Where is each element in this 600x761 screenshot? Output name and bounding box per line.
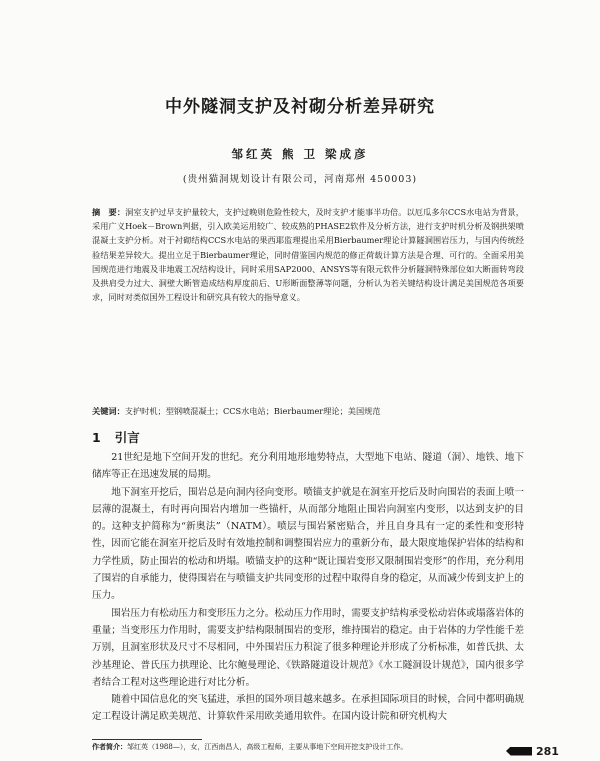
section-title: 引言 — [114, 430, 140, 445]
author-list: 邹红英 熊 卫 梁成彦 — [231, 147, 369, 161]
footnote — [92, 742, 492, 752]
keywords-text: 支护时机；型钢喷混凝土；CCS水电站；Bierbaumer理论；美国规范 — [124, 406, 381, 416]
keywords-block — [92, 404, 524, 418]
section-heading — [92, 428, 140, 446]
body-paragraph: 随着中国信息化的突飞猛进，承担的国外项目越来越多。在承担国际项目的时候，合同中都明确规定工程设计满足欧美规范、计算软件采用欧美通用软件。在国内设计院和研究机构大 — [92, 694, 524, 723]
body-paragraph: 围岩压力有松动压力和变形压力之分。松动压力作用时，需要支护结构承受松动岩体或塌落岩体的重量；当变形压力作用时，需要支护结构限制围岩的变形，维持围岩的稳定。由于岩体的力学性能千差万别，且洞室形状及尺寸不尽相同，中外围岩压力积淀了很多种理论并形成了分析标准，如普氏拱、太沙基理论、普氏压力拱理论、比尔鲍曼理论、《铁路隧道设计规范》《水工隧洞设计规范》，国内很多学者结合工程对这些理论进行对比分析。 — [92, 607, 524, 688]
page-marker-icon — [506, 747, 532, 756]
abstract-block — [92, 205, 524, 304]
footnote-text: 邹红英（1988—），女，江西南昌人，高级工程师，主要从事地下空间开挖支护设计工作。 — [127, 743, 408, 751]
body-paragraph: 地下洞室开挖后，围岩总是向洞内径向变形。喷锚支护就是在洞室开挖后及时向围岩的表面上喷一层薄的混凝土，有时再向围岩内增加一些锚杆，从而部分地阻止围岩向洞室内变形，以达到支护的目的。这种支护简称为“新奥法”（NATM）。喷层与围岩紧密贴合，并且自身具有一定的柔性和变形特性，因而它能在洞室开挖后及时有效地控制和调整围岩应力的重新分布，最大限度地保护岩体的结构和力学性质，防止围岩的松动和坍塌。喷锚支护的这种“既让围岩变形又限制围岩变形”的作用，充分利用了围岩的自承能力，使得围岩在与喷锚支护共同变形的过程中取得自身的稳定，从而减少传到支护上的压力。 — [92, 486, 524, 602]
abstract-label: 摘 要： — [92, 207, 126, 217]
section-number: 1 — [92, 430, 101, 445]
body-text — [92, 449, 524, 726]
keywords-label: 关键词： — [92, 406, 125, 416]
affiliation: (贵州猫洞规划设计有限公司，河南郑州 450003) — [182, 174, 418, 185]
page-number-block — [506, 744, 559, 758]
body-paragraph: 21世纪是地下空间开发的世纪。充分利用地形地势特点，大型地下电站、隧道（洞）、地铁、地下储库等正在迅速发展的局期。 — [92, 452, 524, 481]
footnote-divider — [92, 739, 202, 740]
page-number: 281 — [536, 744, 559, 758]
footnote-label: 作者简介： — [92, 742, 127, 751]
paper-title: 中外隧洞支护及衬砌分析差异研究 — [165, 97, 435, 117]
abstract-text: 洞室支护过早支护量较大，支护过晚则危险性较大，及时支护才能事半功倍。以厄瓜多尔CCS水电站为背景，采用广义Hoek－Brown判据，引入欧美运用较广、较成熟的PHASE2软件及分析方法，进行支护时机分析及钢拱架喷混凝土支护分析。对于衬砌结构CCS水电站的果西耶监理提出采用Bierbaumer理论计算隧洞围岩压力，与国内传统经验结果差异较大。提出立足于Bierbaumer理论，同时借鉴国内规范的修正荷载计算方法是合理、可行的。全面采用美国规范进行地震及非地震工况结构设计，同时采用SAP2000、ANSYS等有限元软件分析隧洞特殊部位如大断面转弯段及拱肩受力过大、洞壁大断管造成结构厚度前后、U形断面整薄等问题，分析认为若关键结构设计满足美国规范各项要求，同时对类似国外工程设计和研究具有较大的指导意义。 — [92, 207, 524, 303]
